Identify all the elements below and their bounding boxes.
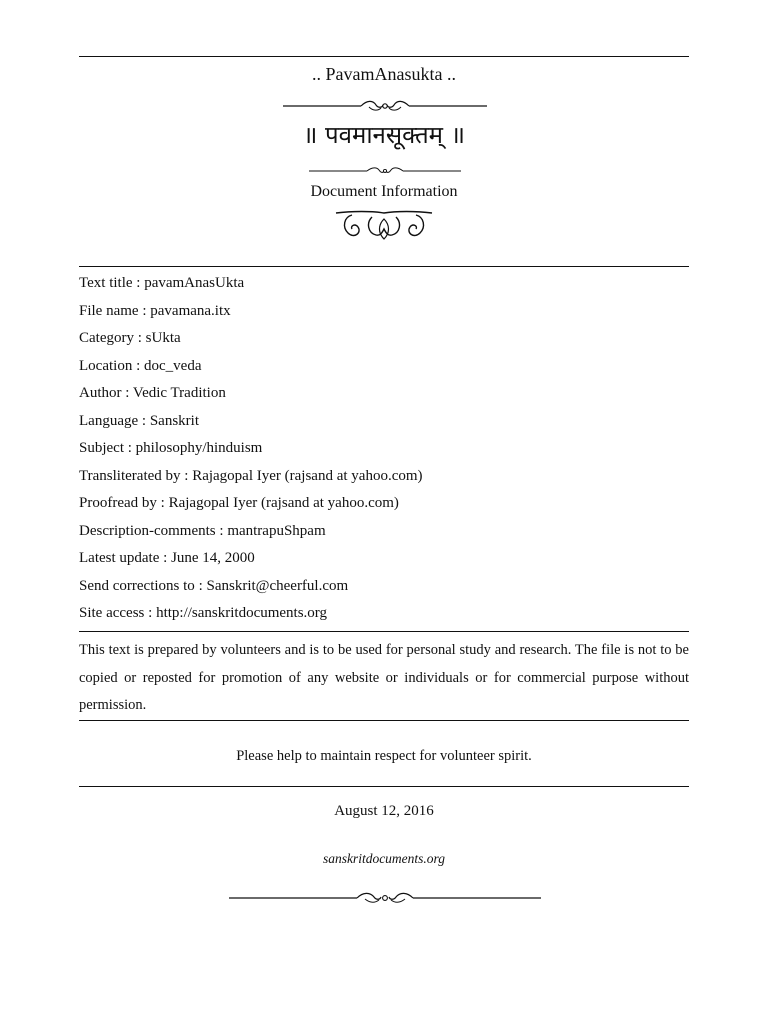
info-site-access: Site access : http://sanskritdocuments.org bbox=[79, 605, 328, 621]
curl-fleuron-icon bbox=[332, 207, 436, 243]
info-top-rule bbox=[79, 266, 689, 267]
info-language: Language : Sanskrit bbox=[79, 412, 199, 429]
info-latest-update: Latest update : June 14, 2000 bbox=[79, 550, 255, 566]
notice-bottom-rule bbox=[79, 720, 689, 721]
info-category: Category : sUkta bbox=[79, 330, 181, 346]
section-heading: Document Information bbox=[310, 183, 458, 200]
respect-message: Please help to maintain respect for volunteer spirit. bbox=[236, 748, 532, 764]
info-location: Location : doc_veda bbox=[79, 357, 202, 374]
document-info-list bbox=[79, 272, 689, 630]
info-file-name: File name : pavamana.itx bbox=[79, 302, 231, 319]
info-send-corrections: Send corrections to : Sanskrit@cheerful.com bbox=[79, 577, 349, 594]
thin-flourish-divider-icon bbox=[309, 165, 461, 177]
usage-notice: This text is prepared by volunteers and is to be used for personal study and research. The file is not to be copied or reposted for promotion of any website or individuals or for commercial purpose without permission. bbox=[79, 642, 689, 713]
footer-site: sanskritdocuments.org bbox=[322, 851, 446, 866]
info-proofread-by: Proofread by : Rajagopal Iyer (rajsand at yahoo.com) bbox=[79, 495, 399, 511]
flourish-divider-icon bbox=[283, 98, 487, 114]
info-text-title: Text title : pavamAnasUkta bbox=[79, 275, 245, 291]
info-author: Author : Vedic Tradition bbox=[79, 385, 226, 401]
info-subject: Subject : philosophy/hinduism bbox=[79, 440, 263, 456]
top-rule bbox=[79, 56, 689, 57]
document-date: August 12, 2016 bbox=[334, 803, 434, 819]
bottom-flourish-divider-icon bbox=[229, 890, 541, 906]
devanagari-title: ॥ पवमानसूक्तम् ॥ bbox=[303, 121, 465, 149]
notice-top-rule bbox=[79, 631, 689, 632]
info-transliterated-by: Transliterated by : Rajagopal Iyer (rajsand at yahoo.com) bbox=[79, 467, 423, 484]
info-description-comments: Description-comments : mantrapuShpam bbox=[79, 522, 326, 539]
date-top-rule bbox=[79, 786, 689, 787]
page-title: .. PavamAnasukta .. bbox=[312, 64, 456, 84]
